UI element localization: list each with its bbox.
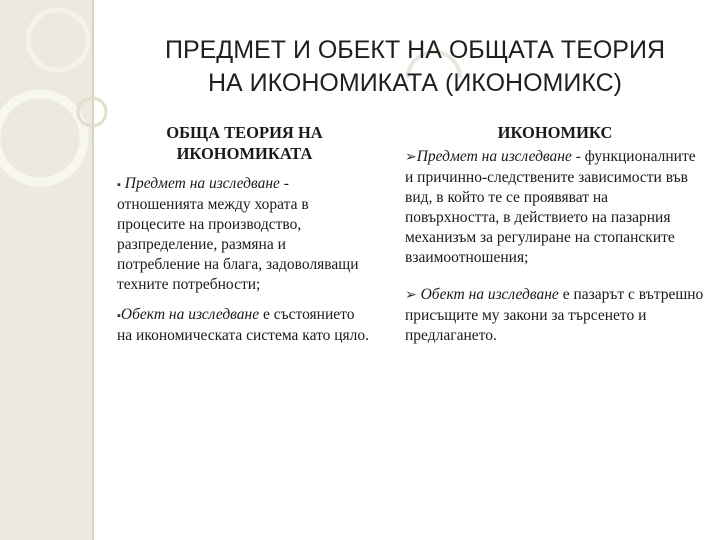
left-item-subject-text: - отношенията между хората в процесите на производство, разпределение, размяна и потребление на блага, задоволяващи техните потребности; [117, 175, 359, 293]
left-item-object-text: е състоянието на икономическата система като цяло. [117, 306, 370, 344]
slide-title-line1: ПРЕДМЕТ И ОБЕКТ НА ОБЩАТА ТЕОРИЯ [164, 36, 666, 64]
right-item-object-term: Обект на изследване [420, 286, 559, 303]
right-item-subject-term: Предмет на изследване [416, 148, 572, 165]
left-item-subject [117, 174, 372, 295]
square-bullet-icon: ▪ [117, 179, 121, 191]
left-heading-line1: ОБЩА ТЕОРИЯ НА [166, 123, 323, 142]
right-column-heading: ИКОНОМИКС [497, 123, 613, 142]
right-item-subject-text: - функционалните и причинно-следствените зависимости във вид, в който те се проявяват на повърхността, в действието на пазарния механизъм за регулиране на стопанските взаимоотношения; [405, 148, 696, 266]
left-item-subject-term: Предмет на изследване [124, 175, 280, 192]
arrow-bullet-icon: ➢ [405, 288, 417, 303]
left-item-object [117, 305, 372, 346]
slide-sidebar-band [0, 0, 94, 540]
slide-title [110, 34, 720, 100]
arrow-bullet-icon: ➢ [405, 150, 417, 165]
right-item-subject [405, 147, 705, 268]
left-column [117, 122, 372, 356]
right-column [405, 122, 705, 363]
right-item-object-text: е пазарът с вътрешно присъщите му закони за търсенето и предлагането. [405, 286, 704, 344]
left-heading-line2: ИКОНОМИКАТА [176, 144, 313, 163]
right-item-object [405, 285, 705, 346]
slide-title-line2: НА ИКОНОМИКАТА (ИКОНОМИКС) [208, 69, 622, 97]
left-column-heading [117, 122, 372, 164]
left-item-object-term: Обект на изследване [120, 306, 260, 323]
square-bullet-icon: ▪ [117, 310, 121, 322]
